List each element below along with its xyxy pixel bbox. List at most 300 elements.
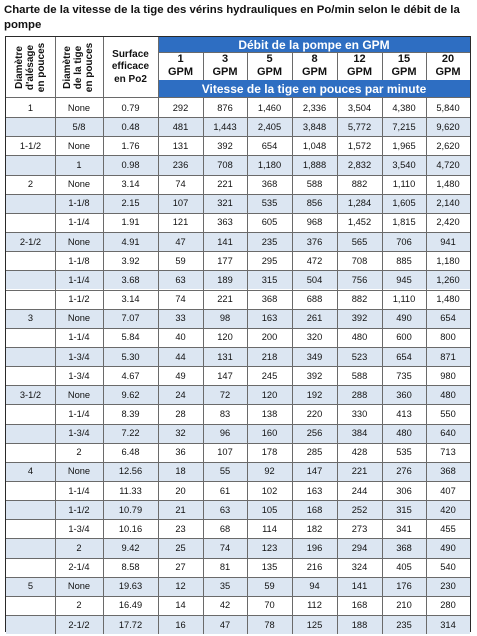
bore-cell [6, 519, 55, 538]
speed-cell: 280 [440, 600, 456, 611]
rod-cell: 2-1/4 [68, 562, 90, 573]
grid-line [247, 52, 248, 80]
bore-cell [6, 155, 55, 174]
rod-cell: None [55, 232, 103, 251]
rod-diameter-label-line: de la tige [73, 45, 85, 90]
speed-cell: 306 [396, 485, 412, 496]
gpm-column-header [337, 52, 382, 80]
rod-cell: 1-1/8 [68, 255, 90, 266]
speed-cell: 141 [337, 577, 382, 596]
speed-cell: 47 [158, 232, 203, 251]
speed-cell: 504 [292, 270, 337, 289]
surface-cell: 3.14 [121, 294, 140, 305]
speed-cell: 856 [292, 194, 337, 213]
rod-cell: 1-1/4 [55, 270, 103, 289]
gpm-unit: GPM [391, 66, 417, 78]
speed-cell: 192 [292, 385, 337, 404]
speed-cell: 1,460 [257, 102, 282, 113]
speed-cell: 392 [337, 309, 382, 328]
bore-cell [6, 558, 55, 577]
bore-diameter-label [14, 43, 47, 92]
speed-cell: 314 [426, 615, 470, 634]
gpm-unit: GPM [167, 66, 194, 78]
surface-cell: 12.56 [103, 462, 158, 481]
speed-cell: 1,284 [337, 194, 382, 213]
rod-diameter-label-line: en pouces [84, 42, 96, 93]
grid-line [6, 443, 470, 444]
grid-line [6, 251, 470, 252]
speed-cell: 78 [247, 615, 292, 634]
rod-cell: 2 [76, 600, 82, 611]
speed-cell: 330 [351, 408, 368, 419]
speed-cell: 252 [337, 500, 382, 519]
speed-cell: 405 [396, 562, 412, 573]
speed-cell: 882 [351, 294, 368, 305]
grid-line [203, 52, 204, 80]
speed-cell: 74 [175, 294, 186, 305]
rod-cell: None [67, 140, 91, 151]
rod-diameter-label [63, 43, 96, 92]
speed-cell: 59 [175, 255, 186, 266]
speed-cell: 654 [382, 347, 426, 366]
speed-cell: 360 [382, 385, 426, 404]
speed-cell: 315 [247, 270, 292, 289]
speed-cell: 565 [337, 232, 382, 251]
speed-cell: 1,443 [203, 117, 247, 136]
speed-cell: 107 [158, 194, 203, 213]
speed-cell: 25 [158, 538, 203, 557]
speed-cell: 708 [203, 155, 247, 174]
speed-cell: 368 [382, 538, 426, 557]
bore-cell [6, 347, 55, 366]
grid-line [6, 462, 470, 463]
speed-cell: 131 [172, 140, 189, 151]
speed-cell: 141 [203, 232, 247, 251]
grid-line [6, 404, 470, 405]
speed-cell: 33 [158, 309, 203, 328]
speed-cell: 413 [396, 408, 412, 419]
speed-cell: 196 [292, 538, 337, 557]
rod-cell: 1-3/4 [68, 523, 90, 534]
gpm-unit: GPM [212, 66, 238, 78]
gpm-unit: GPM [256, 66, 283, 78]
speed-cell: 472 [306, 255, 323, 266]
speed-cell: 72 [203, 385, 247, 404]
bore-cell: 3-1/2 [6, 385, 55, 404]
speed-cell: 261 [292, 309, 337, 328]
speed-cell: 1,048 [302, 140, 327, 151]
speed-cell: 55 [203, 462, 247, 481]
speed-cell: 125 [292, 615, 337, 634]
speed-cell: 455 [440, 523, 456, 534]
rod-cell: 1-1/4 [68, 408, 90, 419]
speed-cell: 688 [306, 294, 323, 305]
speed-cell: 70 [264, 600, 275, 611]
speed-cell: 2,336 [302, 102, 327, 113]
speed-cell: 163 [306, 485, 323, 496]
speed-cell: 4,720 [426, 155, 470, 174]
speed-cell: 480 [351, 332, 368, 343]
grid-line [6, 232, 470, 233]
grid-line [6, 117, 470, 118]
speed-cell: 980 [440, 370, 456, 381]
speed-cell: 235 [247, 232, 292, 251]
rod-speed-header-text: Vitesse de la tige en pouces par minute [201, 82, 427, 96]
speed-cell: 24 [158, 385, 203, 404]
speed-cell: 941 [426, 232, 470, 251]
grid-line [292, 52, 293, 80]
speed-cell: 1,452 [347, 217, 372, 228]
surface-cell: 2.15 [103, 194, 158, 213]
grid-line [426, 98, 427, 634]
speed-cell: 600 [396, 332, 412, 343]
bore-diameter-label-line: en pouces [36, 42, 47, 93]
rod-cell: 1-1/8 [55, 194, 103, 213]
speed-cell: 40 [175, 332, 186, 343]
grid-line [6, 290, 470, 291]
speed-cell: 120 [217, 332, 233, 343]
bore-diameter-header [6, 37, 55, 98]
speed-cell: 654 [261, 140, 278, 151]
rod-diameter-header [55, 37, 103, 98]
surface-cell: 0.48 [103, 117, 158, 136]
speed-cell: 376 [292, 232, 337, 251]
speed-cell: 235 [382, 615, 426, 634]
speed-cell: 428 [351, 447, 368, 458]
speed-cell: 481 [158, 117, 203, 136]
speed-cell: 1,815 [392, 217, 416, 228]
gpm-value: 20 [441, 53, 455, 65]
speed-cell: 120 [247, 385, 292, 404]
gpm-value: 5 [266, 53, 273, 65]
speed-cell: 490 [426, 538, 470, 557]
speed-cell: 44 [158, 347, 203, 366]
speed-cell: 68 [219, 523, 231, 534]
grid-line [6, 424, 470, 425]
speed-cell: 2,620 [436, 140, 460, 151]
speed-cell: 200 [261, 332, 278, 343]
speed-cell: 131 [203, 347, 247, 366]
speed-cell: 1,180 [436, 255, 460, 266]
rod-cell: 2 [76, 447, 82, 458]
speed-cell: 114 [262, 523, 277, 534]
surface-cell: 7.07 [103, 309, 158, 328]
rod-cell: 1-1/4 [68, 217, 90, 228]
grid-line [158, 52, 470, 53]
speed-cell: 160 [247, 424, 292, 443]
gpm-column-label [257, 53, 282, 79]
speed-cell: 276 [382, 462, 426, 481]
grid-line [337, 52, 338, 80]
grid-line [6, 194, 470, 195]
surface-cell: 1.76 [121, 140, 140, 151]
rod-cell: 1-3/4 [55, 424, 103, 443]
speed-cell: 363 [217, 217, 233, 228]
speed-cell: 349 [292, 347, 337, 366]
speed-cell: 1,110 [392, 294, 416, 305]
speed-cell: 490 [382, 309, 426, 328]
speed-cell: 1,110 [392, 179, 416, 190]
grid-line [203, 98, 204, 634]
gpm-column-header [292, 52, 337, 80]
grid-line [6, 596, 470, 597]
speed-cell: 112 [307, 600, 322, 611]
grid-line [6, 328, 470, 329]
bore-cell [6, 270, 55, 289]
rod-cell: None [67, 179, 91, 190]
speed-cell: 1,480 [436, 294, 460, 305]
speed-cell: 210 [396, 600, 412, 611]
grid-line [337, 98, 338, 634]
rod-cell: None [55, 462, 103, 481]
bore-cell [6, 538, 55, 557]
bore-cell [6, 328, 55, 347]
surface-cell: 4.91 [103, 232, 158, 251]
speed-cell: 2,832 [337, 155, 382, 174]
grid-line [103, 37, 104, 634]
rod-cell: 2-1/2 [55, 615, 103, 634]
speed-cell: 107 [217, 447, 233, 458]
bore-cell [6, 290, 55, 309]
bore-cell [6, 443, 55, 462]
bore-cell [6, 596, 55, 615]
speed-cell: 182 [306, 523, 323, 534]
rod-cell: 1 [55, 155, 103, 174]
speed-cell: 588 [306, 179, 323, 190]
speed-cell: 23 [175, 523, 186, 534]
cylinder-speed-table [5, 36, 471, 632]
gpm-value: 1 [177, 53, 184, 65]
speed-cell: 384 [337, 424, 382, 443]
speed-cell: 59 [247, 577, 292, 596]
speed-cell: 1,965 [392, 140, 416, 151]
grid-line [6, 558, 470, 559]
bore-cell: 4 [6, 462, 55, 481]
speed-cell: 341 [396, 523, 412, 534]
speed-cell: 407 [440, 485, 456, 496]
speed-cell: 35 [203, 577, 247, 596]
speed-cell: 230 [426, 577, 470, 596]
grid-line [6, 347, 470, 348]
surface-cell: 16.49 [118, 600, 143, 611]
speed-cell: 480 [382, 424, 426, 443]
gpm-unit: GPM [346, 66, 373, 78]
rod-cell: None [55, 577, 103, 596]
surface-area-label-line: en Po2 [114, 73, 147, 85]
gpm-column-label [435, 53, 460, 79]
bore-cell [6, 194, 55, 213]
speed-cell: 147 [292, 462, 337, 481]
speed-cell: 168 [292, 500, 337, 519]
speed-cell: 550 [440, 408, 456, 419]
grid-line [426, 52, 427, 80]
speed-cell: 28 [175, 408, 186, 419]
speed-cell: 1,572 [347, 140, 372, 151]
speed-cell: 244 [351, 485, 368, 496]
pump-flow-header-text: Débit de la pompe en GPM [238, 37, 390, 52]
grid-line [6, 519, 470, 520]
rod-cell: 1-3/4 [55, 347, 103, 366]
surface-cell: 17.72 [103, 615, 158, 634]
speed-cell: 177 [217, 255, 233, 266]
rod-cell: None [67, 102, 91, 113]
speed-cell: 885 [396, 255, 412, 266]
speed-cell: 588 [351, 370, 368, 381]
speed-cell: 535 [396, 447, 412, 458]
surface-cell: 10.16 [118, 523, 143, 534]
rod-speed-header [158, 80, 470, 98]
speed-cell: 96 [203, 424, 247, 443]
speed-cell: 321 [203, 194, 247, 213]
grid-line [382, 98, 383, 634]
speed-cell: 245 [261, 370, 278, 381]
speed-cell: 713 [440, 447, 456, 458]
speed-cell: 1,480 [436, 179, 460, 190]
speed-cell: 535 [247, 194, 292, 213]
speed-cell: 138 [261, 408, 278, 419]
surface-cell: 4.67 [121, 370, 140, 381]
rod-cell: 5/8 [55, 117, 103, 136]
speed-cell: 945 [382, 270, 426, 289]
gpm-column-header [158, 52, 203, 80]
speed-cell: 708 [351, 255, 368, 266]
speed-cell: 7,215 [382, 117, 426, 136]
bore-cell: 2 [27, 179, 34, 190]
surface-cell: 1.91 [121, 217, 140, 228]
grid-line [55, 37, 56, 634]
speed-cell: 221 [217, 294, 233, 305]
speed-cell: 98 [203, 309, 247, 328]
speed-cell: 315 [382, 500, 426, 519]
speed-cell: 74 [175, 179, 186, 190]
rod-cell: 1-1/2 [68, 294, 90, 305]
gpm-value: 15 [397, 53, 411, 65]
rod-cell: None [55, 309, 103, 328]
speed-cell: 392 [217, 140, 233, 151]
surface-cell: 8.58 [121, 562, 140, 573]
speed-cell: 20 [175, 485, 186, 496]
gpm-column-header [426, 52, 470, 80]
speed-cell: 3,848 [292, 117, 337, 136]
gpm-column-header [382, 52, 426, 80]
speed-cell: 540 [440, 562, 456, 573]
grid-line [6, 385, 470, 386]
surface-area-label-line: efficace [111, 61, 150, 73]
bore-cell [6, 500, 55, 519]
grid-line [6, 538, 470, 539]
speed-cell: 3,540 [382, 155, 426, 174]
speed-cell: 295 [261, 255, 278, 266]
speed-cell: 220 [306, 408, 323, 419]
gpm-column-header [247, 52, 292, 80]
rod-cell: None [55, 385, 103, 404]
speed-cell: 221 [217, 179, 233, 190]
bore-diameter-label-line: d'alésage [25, 44, 36, 91]
speed-cell: 800 [440, 332, 456, 343]
surface-cell: 5.84 [121, 332, 140, 343]
rod-diameter-label-line: Diamètre [62, 46, 74, 89]
speed-cell: 871 [426, 347, 470, 366]
surface-cell: 3.68 [103, 270, 158, 289]
speed-cell: 294 [337, 538, 382, 557]
speed-cell: 1,260 [426, 270, 470, 289]
bore-cell [6, 213, 55, 232]
speed-cell: 92 [247, 462, 292, 481]
speed-cell: 1,605 [382, 194, 426, 213]
grid-line [6, 270, 470, 271]
speed-cell: 42 [219, 600, 231, 611]
speed-cell: 5,772 [337, 117, 382, 136]
speed-cell: 12 [158, 577, 203, 596]
grid-line [6, 175, 470, 176]
surface-area-label-line: Surface [112, 48, 149, 60]
gpm-value: 8 [311, 53, 318, 65]
speed-cell: 2,405 [247, 117, 292, 136]
speed-cell: 81 [219, 562, 231, 573]
gpm-column-label [302, 53, 327, 79]
surface-cell: 3.92 [121, 255, 140, 266]
speed-cell: 189 [203, 270, 247, 289]
speed-cell: 94 [292, 577, 337, 596]
speed-cell: 163 [247, 309, 292, 328]
surface-cell: 7.22 [103, 424, 158, 443]
bore-cell [6, 424, 55, 443]
bore-cell: 3 [6, 309, 55, 328]
speed-cell: 63 [203, 500, 247, 519]
rod-cell: 1-1/4 [68, 485, 90, 496]
speed-cell: 523 [337, 347, 382, 366]
speed-cell: 324 [351, 562, 368, 573]
speed-cell: 32 [158, 424, 203, 443]
grid-line [6, 97, 470, 98]
gpm-column-label [347, 53, 372, 79]
gpm-column-label [212, 53, 237, 79]
surface-cell: 0.79 [121, 102, 140, 113]
rod-cell: 2 [55, 538, 103, 557]
speed-cell: 756 [337, 270, 382, 289]
grid-line [6, 213, 470, 214]
surface-area-label [112, 49, 149, 87]
grid-line [382, 52, 383, 80]
speed-cell: 2,140 [426, 194, 470, 213]
speed-cell: 654 [426, 309, 470, 328]
rod-cell: 1-1/4 [68, 332, 90, 343]
speed-cell: 273 [351, 523, 368, 534]
speed-cell: 3,504 [347, 102, 372, 113]
grid-line [158, 37, 159, 634]
grid-line [6, 136, 470, 137]
rod-cell: 1-3/4 [68, 370, 90, 381]
surface-cell: 9.62 [103, 385, 158, 404]
bore-cell [6, 366, 55, 385]
speed-cell: 178 [261, 447, 278, 458]
grid-line [292, 98, 293, 634]
gpm-unit: GPM [301, 66, 328, 78]
grid-line [6, 155, 470, 156]
speed-cell: 882 [351, 179, 368, 190]
speed-cell: 63 [158, 270, 203, 289]
bore-cell [6, 251, 55, 270]
grid-line [247, 98, 248, 634]
speed-cell: 16 [158, 615, 203, 634]
surface-cell: 0.98 [103, 155, 158, 174]
bore-cell [6, 404, 55, 423]
speed-cell: 420 [426, 500, 470, 519]
surface-cell: 3.14 [121, 179, 140, 190]
gpm-column-header [203, 52, 247, 80]
bore-cell [6, 117, 55, 136]
speed-cell: 2,420 [436, 217, 460, 228]
